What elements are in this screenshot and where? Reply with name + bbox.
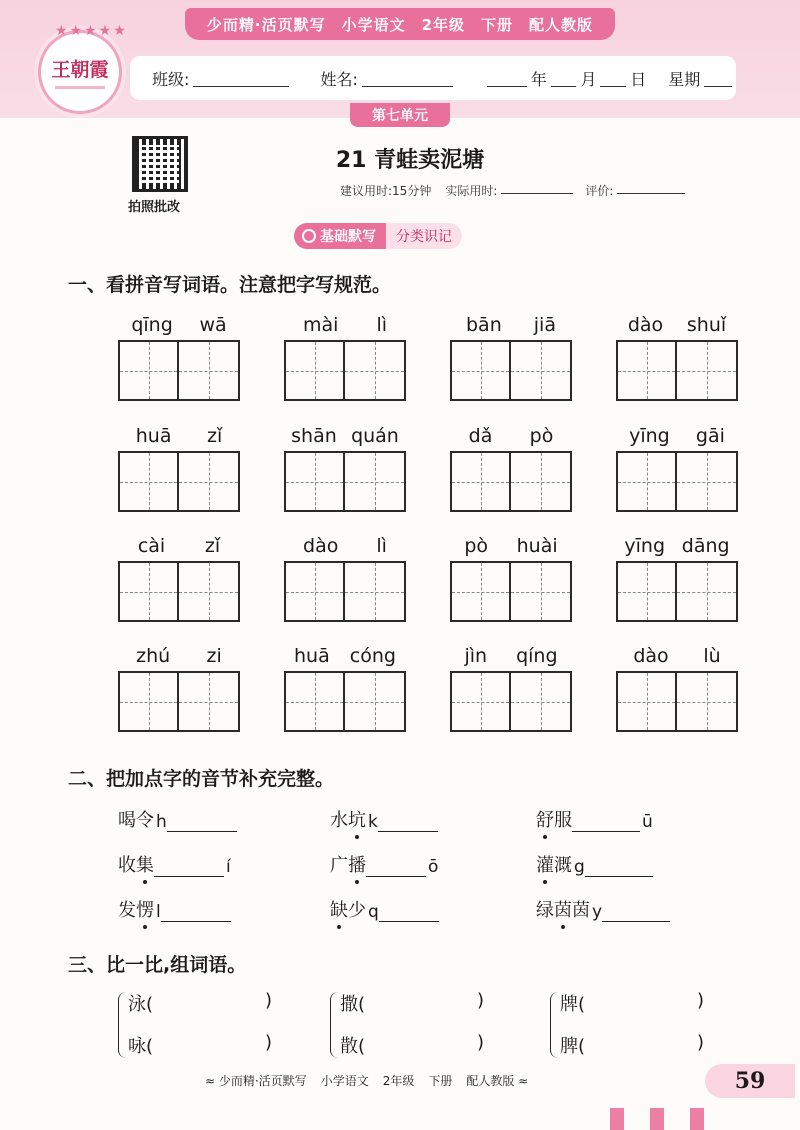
pinyin-syllable: dāng bbox=[681, 535, 730, 557]
tian-grid-box[interactable] bbox=[284, 671, 345, 732]
word-item bbox=[284, 645, 406, 732]
syllable-item bbox=[330, 806, 438, 832]
pinyin-syllable: yīng bbox=[624, 535, 666, 557]
page-number: 59 bbox=[705, 1064, 795, 1098]
tian-grid-box[interactable] bbox=[179, 561, 240, 622]
pinyin-syllable: gāi bbox=[695, 425, 725, 447]
writing-boxes bbox=[118, 340, 240, 401]
syllable-item bbox=[330, 851, 438, 877]
answer-blank[interactable] bbox=[366, 859, 426, 877]
syllable-item bbox=[118, 896, 231, 922]
pinyin-syllable: huā bbox=[294, 645, 330, 667]
word-text: 广 bbox=[330, 855, 348, 876]
dotted-char: 灌 bbox=[536, 851, 554, 877]
writing-boxes bbox=[118, 451, 240, 512]
writing-boxes bbox=[616, 671, 738, 732]
pinyin-label bbox=[284, 425, 406, 451]
tian-grid-box[interactable] bbox=[677, 451, 738, 512]
writing-boxes bbox=[450, 451, 572, 512]
word-item bbox=[450, 645, 572, 732]
word-item bbox=[616, 314, 738, 401]
writing-boxes bbox=[284, 340, 406, 401]
word-item bbox=[284, 314, 406, 401]
answer-blank[interactable] bbox=[167, 814, 237, 832]
word-item bbox=[284, 425, 406, 512]
month-field[interactable] bbox=[551, 69, 577, 87]
pinyin-syllable: pò bbox=[529, 425, 554, 447]
tian-grid-box[interactable] bbox=[677, 340, 738, 401]
pinyin-label bbox=[118, 645, 240, 671]
answer-blank[interactable] bbox=[365, 1032, 477, 1058]
writing-boxes bbox=[450, 561, 572, 622]
word-item bbox=[118, 535, 240, 622]
syllable-item bbox=[536, 851, 653, 877]
pinyin-syllable: cóng bbox=[349, 645, 396, 667]
pinyin-syllable: pò bbox=[464, 535, 488, 557]
tian-grid-box[interactable] bbox=[118, 671, 179, 732]
pinyin-label bbox=[284, 645, 406, 671]
class-label: 班级: bbox=[152, 69, 190, 89]
pinyin-syllable: huā bbox=[135, 425, 172, 447]
tian-grid-box[interactable] bbox=[118, 340, 179, 401]
tian-grid-box[interactable] bbox=[450, 451, 511, 512]
tian-grid-box[interactable] bbox=[677, 671, 738, 732]
tian-grid-box[interactable] bbox=[450, 340, 511, 401]
tian-grid-box[interactable] bbox=[616, 561, 677, 622]
dotted-char: 坑 bbox=[348, 806, 366, 832]
word-item bbox=[118, 314, 240, 401]
pinyin-label bbox=[450, 425, 572, 451]
close-paren: ) bbox=[265, 990, 273, 1011]
word-text: 绿 bbox=[536, 900, 554, 921]
answer-blank[interactable] bbox=[365, 990, 477, 1016]
pinyin-syllable: jiā bbox=[533, 314, 556, 336]
evaluation-field[interactable] bbox=[617, 182, 685, 194]
tian-grid-box[interactable] bbox=[511, 340, 572, 401]
answer-blank[interactable] bbox=[154, 859, 224, 877]
day-field[interactable] bbox=[600, 69, 626, 87]
footer-grade: 2年级 bbox=[382, 1074, 415, 1088]
tian-grid-box[interactable] bbox=[450, 561, 511, 622]
writing-boxes bbox=[284, 451, 406, 512]
word-text: 水 bbox=[330, 810, 348, 831]
section2-heading: 二、把加点字的音节补充完整。 bbox=[68, 768, 335, 790]
pinyin-syllable: huài bbox=[516, 535, 558, 557]
pinyin-label bbox=[118, 425, 240, 451]
dotted-char: 播 bbox=[348, 851, 366, 877]
evaluation-label: 评价: bbox=[585, 184, 614, 198]
answer-blank[interactable] bbox=[572, 814, 640, 832]
close-paren: ) bbox=[697, 990, 705, 1011]
footer-edition: 配人教版 ≈ bbox=[466, 1074, 529, 1088]
brace-icon bbox=[118, 992, 128, 1058]
logo-ribbon bbox=[55, 86, 105, 89]
tian-grid-box[interactable] bbox=[511, 561, 572, 622]
syllable-suffix: ū bbox=[642, 812, 653, 832]
footer-subject: 小学语文 bbox=[320, 1074, 369, 1088]
tian-grid-box[interactable] bbox=[616, 671, 677, 732]
answer-blank[interactable] bbox=[602, 904, 670, 922]
tian-grid-box[interactable] bbox=[118, 451, 179, 512]
pinyin-syllable: lì bbox=[376, 314, 387, 336]
dotted-char: 愣 bbox=[136, 896, 154, 922]
class-field[interactable] bbox=[193, 69, 288, 87]
tian-grid-box[interactable] bbox=[284, 561, 345, 622]
tian-grid-box[interactable] bbox=[179, 340, 240, 401]
pinyin-syllable: yīng bbox=[629, 425, 670, 447]
pinyin-syllable: zǐ bbox=[204, 535, 221, 557]
tian-grid-box[interactable] bbox=[677, 561, 738, 622]
pinyin-syllable: zhú bbox=[136, 645, 171, 667]
crown-stars-icon: ★★★★★ bbox=[55, 23, 128, 39]
clock-icon bbox=[302, 229, 316, 243]
tian-grid-box[interactable] bbox=[450, 671, 511, 732]
footer-volume: 下册 bbox=[428, 1074, 453, 1088]
syllable-prefix: k bbox=[368, 812, 378, 832]
syllable-prefix: h bbox=[156, 812, 167, 832]
word-item bbox=[616, 645, 738, 732]
pinyin-syllable: zi bbox=[206, 645, 222, 667]
time-row bbox=[340, 182, 697, 199]
answer-blank[interactable] bbox=[153, 990, 265, 1016]
tian-grid-box[interactable] bbox=[118, 561, 179, 622]
tag-category: 分类识记 bbox=[386, 223, 462, 249]
qr-code-icon[interactable] bbox=[132, 136, 188, 192]
section1-heading: 一、看拼音写词语。注意把字写规范。 bbox=[68, 274, 392, 296]
answer-blank[interactable] bbox=[378, 814, 438, 832]
word-text: 茵 bbox=[572, 900, 590, 921]
dotted-char: 缺 bbox=[330, 896, 348, 922]
syllable-prefix: y bbox=[592, 902, 603, 922]
pinyin-syllable: cài bbox=[137, 535, 166, 557]
compare-row bbox=[560, 1032, 704, 1058]
pinyin-syllable: zǐ bbox=[206, 425, 223, 447]
word-item bbox=[616, 425, 738, 512]
year-label: 年 bbox=[530, 69, 547, 89]
lesson-title: 21 青蛙卖泥塘 bbox=[335, 148, 485, 173]
pinyin-label bbox=[616, 535, 738, 561]
word-text: 服 bbox=[554, 810, 572, 831]
day-label: 日 bbox=[630, 69, 647, 89]
month-label: 月 bbox=[580, 69, 597, 89]
pinyin-label bbox=[450, 314, 572, 340]
tian-grid-box[interactable] bbox=[179, 671, 240, 732]
brace-icon bbox=[330, 992, 340, 1058]
answer-blank[interactable] bbox=[161, 904, 231, 922]
student-info-row bbox=[130, 56, 736, 100]
pinyin-syllable: shuǐ bbox=[686, 314, 727, 336]
name-label: 姓名: bbox=[320, 69, 358, 89]
dotted-char: 舒 bbox=[536, 806, 554, 832]
writing-boxes bbox=[450, 671, 572, 732]
pinyin-label bbox=[450, 645, 572, 671]
syllable-item bbox=[536, 896, 670, 922]
compare-char: 泳( bbox=[128, 994, 154, 1015]
brand-logo bbox=[38, 23, 128, 114]
tag-basic-dictation bbox=[294, 223, 386, 249]
compare-row bbox=[128, 990, 272, 1016]
syllable-item bbox=[118, 806, 237, 832]
pinyin-syllable: lù bbox=[703, 645, 721, 667]
section-tags bbox=[294, 223, 462, 249]
tian-grid-box[interactable] bbox=[345, 340, 406, 401]
syllable-item bbox=[118, 851, 231, 877]
syllable-item bbox=[330, 896, 439, 922]
pinyin-label bbox=[284, 314, 406, 340]
compare-char: 撒( bbox=[340, 994, 366, 1015]
week-label: 星期 bbox=[668, 69, 701, 89]
writing-boxes bbox=[616, 340, 738, 401]
compare-row bbox=[128, 1032, 272, 1058]
suggested-time: 建议用时:15分钟 bbox=[340, 184, 432, 198]
compare-char: 牌( bbox=[560, 994, 586, 1015]
unit-tab: 第七单元 bbox=[350, 103, 450, 127]
pinyin-syllable: dǎ bbox=[468, 425, 493, 447]
pinyin-syllable: dào bbox=[633, 645, 669, 667]
writing-boxes bbox=[616, 561, 738, 622]
compare-row bbox=[340, 990, 484, 1016]
word-item bbox=[450, 535, 572, 622]
section3-heading: 三、比一比,组词语。 bbox=[68, 954, 247, 976]
tag-primary-label: 基础默写 bbox=[320, 229, 376, 245]
pinyin-label bbox=[284, 535, 406, 561]
answer-blank[interactable] bbox=[379, 904, 439, 922]
syllable-prefix: g bbox=[574, 857, 585, 877]
word-item bbox=[118, 425, 240, 512]
name-field[interactable] bbox=[362, 69, 453, 87]
pinyin-syllable: shān bbox=[291, 425, 337, 447]
tian-grid-box[interactable] bbox=[284, 340, 345, 401]
tian-grid-box[interactable] bbox=[511, 451, 572, 512]
pinyin-syllable: dào bbox=[303, 535, 339, 557]
word-item bbox=[450, 425, 572, 512]
syllable-prefix: l bbox=[156, 902, 161, 922]
tian-grid-box[interactable] bbox=[284, 451, 345, 512]
pinyin-syllable: quán bbox=[351, 425, 399, 447]
compare-char: 散( bbox=[340, 1036, 366, 1057]
pinyin-syllable: jìn bbox=[464, 645, 488, 667]
footer bbox=[205, 1072, 528, 1089]
syllable-suffix: ō bbox=[428, 857, 439, 877]
syllable-item bbox=[536, 806, 653, 832]
compare-row bbox=[560, 990, 704, 1016]
week-field[interactable] bbox=[704, 69, 732, 87]
compare-row bbox=[340, 1032, 484, 1058]
syllable-prefix: q bbox=[368, 902, 379, 922]
writing-boxes bbox=[450, 340, 572, 401]
word-item bbox=[118, 645, 240, 732]
word-item bbox=[284, 535, 406, 622]
answer-blank[interactable] bbox=[585, 1032, 697, 1058]
year-field[interactable] bbox=[487, 69, 527, 87]
footer-series: ≈ 少而精·活页默写 bbox=[205, 1074, 307, 1088]
tian-grid-box[interactable] bbox=[345, 671, 406, 732]
pinyin-label bbox=[616, 314, 738, 340]
compare-char: 脾( bbox=[560, 1036, 586, 1057]
tian-grid-box[interactable] bbox=[345, 561, 406, 622]
page-edge-tabs bbox=[600, 1108, 800, 1130]
word-text: 收 bbox=[118, 855, 136, 876]
writing-boxes bbox=[118, 561, 240, 622]
close-paren: ) bbox=[265, 1032, 273, 1053]
qr-label: 拍照批改 bbox=[128, 200, 181, 215]
tian-grid-box[interactable] bbox=[511, 671, 572, 732]
close-paren: ) bbox=[477, 990, 485, 1011]
tian-grid-box[interactable] bbox=[616, 340, 677, 401]
brace-icon bbox=[550, 992, 560, 1058]
pinyin-syllable: dào bbox=[627, 314, 664, 336]
close-paren: ) bbox=[697, 1032, 705, 1053]
close-paren: ) bbox=[477, 1032, 485, 1053]
tian-grid-box[interactable] bbox=[345, 451, 406, 512]
actual-time-field[interactable] bbox=[501, 182, 573, 194]
syllable-suffix: í bbox=[226, 857, 231, 877]
dotted-char: 茵 bbox=[554, 896, 572, 922]
word-text: 少 bbox=[348, 900, 366, 921]
word-text: 喝令 bbox=[118, 810, 154, 831]
logo-text: 王朝霞 bbox=[51, 59, 109, 81]
writing-boxes bbox=[118, 671, 240, 732]
actual-time-label: 实际用时: bbox=[445, 184, 498, 198]
writing-boxes bbox=[284, 561, 406, 622]
word-item bbox=[450, 314, 572, 401]
series-banner: 少而精·活页默写 小学语文 2年级 下册 配人教版 bbox=[185, 8, 615, 40]
pinyin-label bbox=[450, 535, 572, 561]
writing-boxes bbox=[616, 451, 738, 512]
word-text: 溉 bbox=[554, 855, 572, 876]
word-item bbox=[616, 535, 738, 622]
answer-blank[interactable] bbox=[153, 1032, 265, 1058]
pinyin-syllable: wā bbox=[199, 314, 227, 336]
pinyin-syllable: mài bbox=[303, 314, 339, 336]
pinyin-syllable: lì bbox=[376, 535, 387, 557]
dotted-char: 集 bbox=[136, 851, 154, 877]
pinyin-label bbox=[118, 535, 240, 561]
tian-grid-box[interactable] bbox=[179, 451, 240, 512]
answer-blank[interactable] bbox=[585, 990, 697, 1016]
pinyin-label bbox=[616, 645, 738, 671]
answer-blank[interactable] bbox=[585, 859, 653, 877]
pinyin-label bbox=[118, 314, 240, 340]
pinyin-syllable: bān bbox=[466, 314, 502, 336]
pinyin-syllable: qīng bbox=[131, 314, 173, 336]
writing-boxes bbox=[284, 671, 406, 732]
tian-grid-box[interactable] bbox=[616, 451, 677, 512]
word-text: 发 bbox=[118, 900, 136, 921]
pinyin-label bbox=[616, 425, 738, 451]
compare-char: 咏( bbox=[128, 1036, 154, 1057]
pinyin-syllable: qíng bbox=[516, 645, 558, 667]
